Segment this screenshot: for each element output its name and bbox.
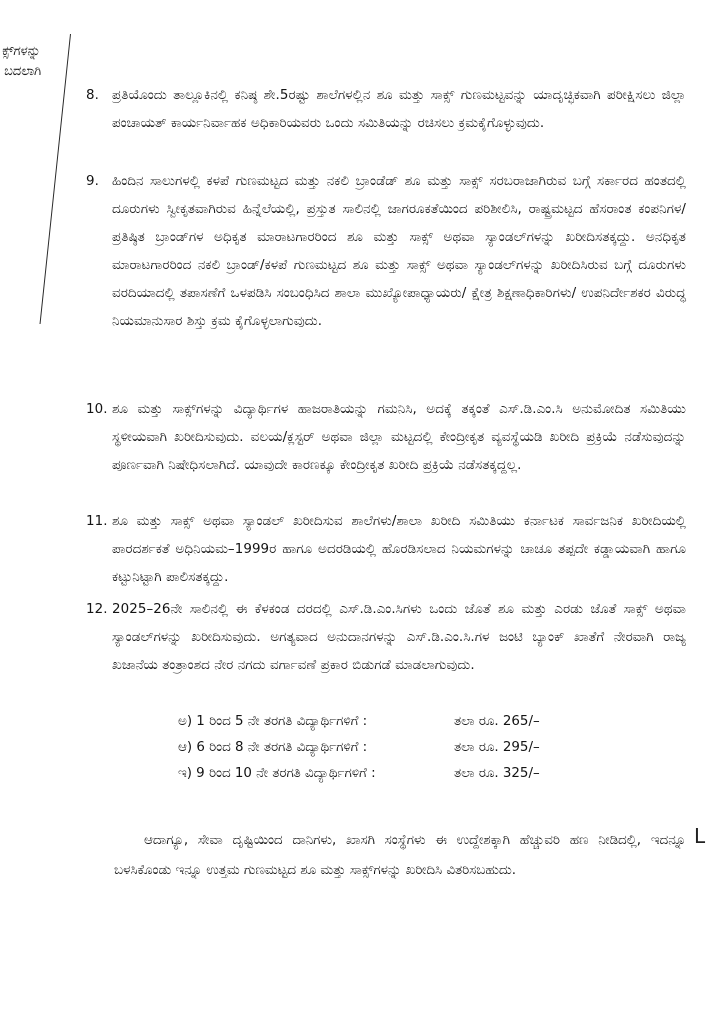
closing-paragraph xyxy=(114,826,686,886)
list-item-12 xyxy=(86,596,686,680)
list-item-11 xyxy=(86,508,686,592)
item-text: ಹಿಂದಿನ ಸಾಲುಗಳಲ್ಲಿ ಕಳಪೆ ಗುಣಮಟ್ಟದ ಮತ್ತು ನಕಲಿ ಬ್ರಾಂಡೆಡ್ ಶೂ ಮತ್ತು ಸಾಕ್ಸ್ ಸರಬರಾಜಾಗಿರುವ ಬಗ್ಗೆ ಸರ್ಕಾರದ ಹಂತದಲ್ಲಿ ದೂರುಗಳು ಸ್ವೀಕೃತವಾಗಿರುವ ಹಿನ್ನೆಲೆಯಲ್ಲಿ, ಪ್ರಸ್ತುತ ಸಾಲಿನಲ್ಲಿ ಜಾಗರೂಕತೆಯಿಂದ ಪರಿಶೀಲಿಸಿ, ರಾಷ್ಟ್ರಮಟ್ಟದ ಹೆಸರಾಂತ ಕಂಪನಿಗಳ/ ಪ್ರತಿಷ್ಠಿತ ಬ್ರಾಂಡ್‌ಗಳ ಅಧಿಕೃತ ಮಾರಾಟಗಾರರಿಂದ ಶೂ ಮತ್ತು ಸಾಕ್ಸ್ ಅಥವಾ ಸ್ಯಾಂಡಲ್‌ಗಳನ್ನು ಖರೀದಿಸತಕ್ಕದ್ದು. ಅನಧಿಕೃತ ಮಾರಾಟಗಾರರಿಂದ ನಕಲಿ ಬ್ರಾಂಡ್/ಕಳಪೆ ಗುಣಮಟ್ಟದ ಶೂ ಮತ್ತು ಸಾಕ್ಸ್ ಅಥವಾ ಸ್ಯಾಂಡಲ್‌ಗಳನ್ನು ಖರೀದಿಸಿರುವ ಬಗ್ಗೆ ದೂರುಗಳು ವರದಿಯಾದಲ್ಲಿ ತಪಾಸಣೆಗೆ ಒಳಪಡಿಸಿ ಸಂಬಂಧಿಸಿದ ಶಾಲಾ ಮುಖ್ಯೋಪಾಧ್ಯಾಯರು/ ಕ್ಷೇತ್ರ ಶಿಕ್ಷಣಾಧಿಕಾರಿಗಳು/ ಉಪನಿರ್ದೇಶಕರ ವಿರುದ್ಧ ನಿಯಮಾನುಸಾರ ಶಿಸ್ತು ಕ್ರಮ ಕೈಗೊಳ್ಳಲಾಗುವುದು. xyxy=(112,174,686,329)
item-number: 10. xyxy=(86,402,108,417)
list-item-10 xyxy=(86,396,686,480)
edge-note-line-2: ಬದಲಾಗಿ xyxy=(3,64,43,79)
rate-table xyxy=(178,714,618,792)
item-number: 12. xyxy=(86,602,108,617)
item-number: 8. xyxy=(86,88,99,103)
item-text: ಶೂ ಮತ್ತು ಸಾಕ್ಸ್ ಅಥವಾ ಸ್ಯಾಂಡಲ್ ಖರೀದಿಸುವ ಶಾಲೆಗಳು/ಶಾಲಾ ಖರೀದಿ ಸಮಿತಿಯು ಕರ್ನಾಟಕ ಸಾರ್ವಜನಿಕ ಖರೀದಿಯಲ್ಲಿ ಪಾರದರ್ಶಕತೆ ಅಧಿನಿಯಮ–1999ರ ಹಾಗೂ ಅದರಡಿಯಲ್ಲಿ ಹೊರಡಿಸಲಾದ ನಿಯಮಗಳನ್ನು ಚಾಚೂ ತಪ್ಪದೇ ಕಡ್ಡಾಯವಾಗಿ ಹಾಗೂ ಕಟ್ಟುನಿಟ್ಟಾಗಿ ಪಾಲಿಸತಕ್ಕದ್ದು. xyxy=(112,514,686,585)
rate-label: ಇ) 9 ರಿಂದ 10 ನೇ ತರಗತಿ ವಿದ್ಯಾರ್ಥಿಗಳಿಗೆ : xyxy=(178,766,376,781)
overlapping-page-edge xyxy=(0,34,71,324)
rate-amount: ತಲಾ ರೂ. 295/– xyxy=(454,740,540,755)
rate-label: ಅ) 1 ರಿಂದ 5 ನೇ ತರಗತಿ ವಿದ್ಯಾರ್ಥಿಗಳಿಗೆ : xyxy=(178,714,368,729)
rate-amount: ತಲಾ ರೂ. 265/– xyxy=(454,714,540,729)
closing-text: ಆದಾಗ್ಯೂ, ಸೇವಾ ದೃಷ್ಟಿಯಿಂದ ದಾನಿಗಳು, ಖಾಸಗಿ ಸಂಸ್ಥೆಗಳು ಈ ಉದ್ದೇಶಕ್ಕಾಗಿ ಹೆಚ್ಚುವರಿ ಹಣ ನೀಡಿದಲ್ಲಿ, ಇದನ್ನೂ ಬಳಸಿಕೊಂಡು ಇನ್ನೂ ಉತ್ತಮ ಗುಣಮಟ್ಟದ ಶೂ ಮತ್ತು ಸಾಕ್ಸ್‌ಗಳನ್ನು ಖರೀದಿಸಿ ವಿತರಿಸಬಹುದು. xyxy=(114,833,686,878)
rate-amount: ತಲಾ ರೂ. 325/– xyxy=(454,766,540,781)
rate-row xyxy=(178,766,618,792)
item-text: 2025–26ನೇ ಸಾಲಿನಲ್ಲಿ ಈ ಕೆಳಕಂಡ ದರದಲ್ಲಿ ಎಸ್.ಡಿ.ಎಂ.ಸಿಗಳು ಒಂದು ಜೊತೆ ಶೂ ಮತ್ತು ಎರಡು ಜೊತೆ ಸಾಕ್ಸ್ ಅಥವಾ ಸ್ಯಾಂಡಲ್‌ಗಳನ್ನು ಖರೀದಿಸುವುದು. ಅಗತ್ಯವಾದ ಅನುದಾನಗಳನ್ನು ಎಸ್.ಡಿ.ಎಂ.ಸಿ.ಗಳ ಜಂಟಿ ಬ್ಯಾಂಕ್ ಖಾತೆಗೆ ನೇರವಾಗಿ ರಾಜ್ಯ ಖಜಾನೆಯ ತಂತ್ರಾಂಶದ ನೇರ ನಗದು ವರ್ಗಾವಣೆ ಪ್ರಕಾರ ಬಿಡುಗಡೆ ಮಾಡಲಾಗುವುದು. xyxy=(112,602,686,673)
item-number: 11. xyxy=(86,514,108,529)
item-text: ಶೂ ಮತ್ತು ಸಾಕ್ಸ್‌ಗಳನ್ನು ವಿದ್ಯಾರ್ಥಿಗಳ ಹಾಜರಾತಿಯನ್ನು ಗಮನಿಸಿ, ಅದಕ್ಕೆ ತಕ್ಕಂತೆ ಎಸ್.ಡಿ.ಎಂ.ಸಿ ಅನುಮೋದಿತ ಸಮಿತಿಯು ಸ್ಥಳೀಯವಾಗಿ ಖರೀದಿಸುವುದು. ವಲಯ/ಕ್ಲಸ್ಟರ್ ಅಥವಾ ಜಿಲ್ಲಾ ಮಟ್ಟದಲ್ಲಿ ಕೇಂದ್ರೀಕೃತ ವ್ಯವಸ್ಥೆಯಡಿ ಖರೀದಿ ಪ್ರಕ್ರಿಯೆ ನಡೆಸುವುದನ್ನು ಪೂರ್ಣವಾಗಿ ನಿಷೇಧಿಸಲಾಗಿದೆ. ಯಾವುದೇ ಕಾರಣಕ್ಕೂ ಕೇಂದ್ರೀಕೃತ ಖರೀದಿ ಪ್ರಕ್ರಿಯೆ ನಡೆಸತಕ್ಕದ್ದಲ್ಲ. xyxy=(112,402,686,473)
handwritten-margin-mark: L xyxy=(694,824,706,848)
list-item-9 xyxy=(86,168,686,336)
rate-row xyxy=(178,740,618,766)
rate-label: ಆ) 6 ರಿಂದ 8 ನೇ ತರಗತಿ ವಿದ್ಯಾರ್ಥಿಗಳಿಗೆ : xyxy=(178,740,368,755)
rate-row xyxy=(178,714,618,740)
edge-note-line-1: ಕ್ಸ್‌ಗಳನ್ನು xyxy=(1,44,42,59)
item-text: ಪ್ರತಿಯೊಂದು ತಾಲ್ಲೂಕಿನಲ್ಲಿ ಕನಿಷ್ಠ ಶೇ.5ರಷ್ಟು ಶಾಲೆಗಳಲ್ಲಿನ ಶೂ ಮತ್ತು ಸಾಕ್ಸ್ ಗುಣಮಟ್ಟವನ್ನು ಯಾದೃಚ್ಛಿಕವಾಗಿ ಪರೀಕ್ಷಿಸಲು ಜಿಲ್ಲಾ ಪಂಚಾಯತ್ ಕಾರ್ಯನಿರ್ವಾಹಕ ಅಧಿಕಾರಿಯವರು ಒಂದು ಸಮಿತಿಯನ್ನು ರಚಿಸಲು ಕ್ರಮಕೈಗೊಳ್ಳುವುದು. xyxy=(112,88,686,131)
list-item-8 xyxy=(86,82,686,138)
item-number: 9. xyxy=(86,174,99,189)
